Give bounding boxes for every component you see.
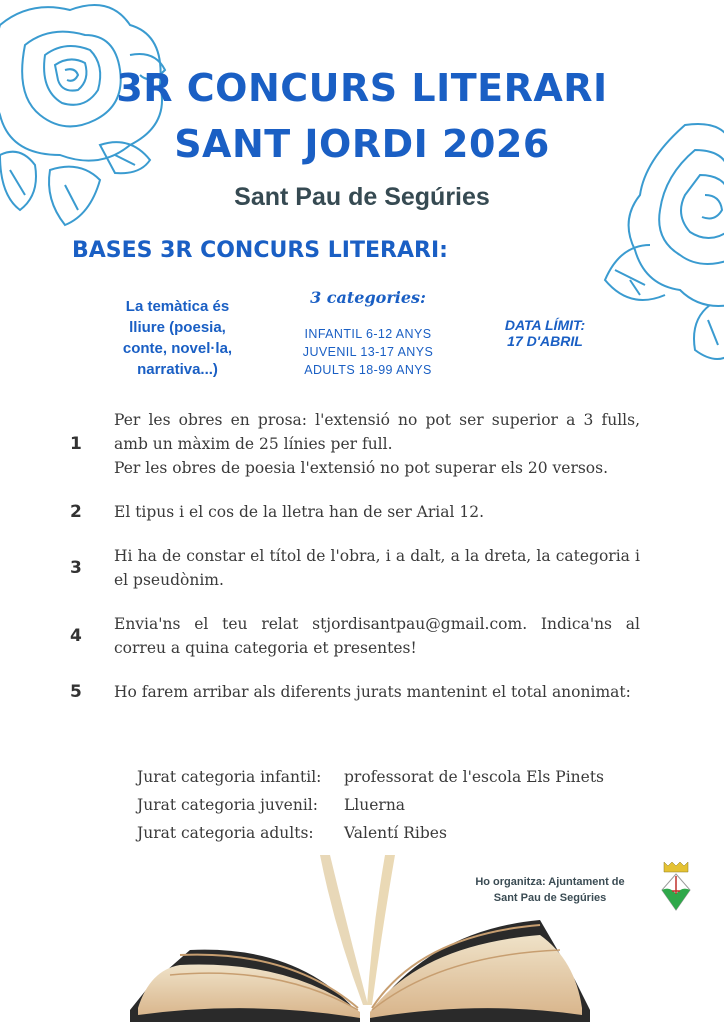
categories-heading: 3 categories:: [310, 288, 426, 307]
jury-value: Lluerna: [344, 796, 406, 814]
rule-number: 3: [70, 558, 82, 578]
rule-number: 5: [70, 682, 82, 702]
rule-number: 1: [70, 434, 82, 454]
theme-line: narrativa...): [137, 361, 218, 378]
rule-text: Per les obres en prosa: l'extensió no pot ser superior a 3 fulls, amb un màxim de 25 línies per full.: [114, 411, 640, 453]
theme-line: lliure (poesia,: [129, 319, 226, 336]
poster-title-line1: 3R CONCURS LITERARI: [116, 66, 608, 110]
organizer-line: Sant Pau de Segúries: [493, 892, 607, 904]
rule-text: Per les obres de poesia l'extensió no pot superar els 20 versos.: [114, 459, 609, 477]
bases-heading: BASES 3R CONCURS LITERARI:: [72, 238, 448, 263]
rule-number: 4: [70, 626, 82, 646]
rule-text: Envia'ns el teu relat stjordisantpau@gmail.com. Indica'ns al correu a quina categoria et presentes!: [114, 615, 640, 657]
theme-info: [100, 296, 255, 380]
rule-item: [70, 680, 640, 704]
rule-item: [70, 500, 640, 524]
rule-text: Hi ha de constar el títol de l'obra, i a dalt, a la dreta, la categoria i el pseudònim.: [114, 547, 640, 589]
category-item: INFANTIL 6-12 ANYS: [304, 327, 432, 341]
poster-title-line2: SANT JORDI 2026: [174, 122, 550, 166]
organizer-line: Ho organitza: Ajuntament de: [475, 876, 625, 888]
deadline-date: 17 D'ABRIL: [507, 333, 583, 349]
rule-text: Ho farem arribar als diferents jurats mantenint el total anonimat:: [114, 683, 631, 701]
deadline-info: [485, 317, 605, 349]
jury-list: [137, 763, 604, 847]
jury-label: Jurat categoria infantil:: [137, 768, 322, 786]
category-item: ADULTS 18-99 ANYS: [304, 363, 432, 377]
theme-line: La temàtica és: [125, 298, 230, 315]
jury-row: [137, 819, 604, 847]
organizer-credit: [455, 874, 645, 906]
categories-list: [283, 325, 453, 379]
poster-subtitle: Sant Pau de Segúries: [234, 183, 490, 211]
theme-line: conte, novel·la,: [122, 340, 233, 357]
jury-row: [137, 763, 604, 791]
deadline-label: DATA LÍMIT:: [504, 317, 586, 333]
rule-item: [70, 408, 640, 480]
jury-label: Jurat categoria juvenil:: [137, 796, 318, 814]
jury-value: Valentí Ribes: [344, 824, 447, 842]
rule-item: [70, 612, 640, 660]
jury-label: Jurat categoria adults:: [137, 824, 314, 842]
rules-list: [70, 408, 640, 704]
rule-item: [70, 544, 640, 592]
jury-row: [137, 791, 604, 819]
rule-text: El tipus i el cos de la lletra han de ser Arial 12.: [114, 503, 485, 521]
category-item: JUVENIL 13-17 ANYS: [302, 345, 434, 359]
rule-number: 2: [70, 502, 82, 522]
jury-value: professorat de l'escola Els Pinets: [344, 768, 605, 786]
municipal-coat-of-arms-icon: [660, 860, 692, 912]
